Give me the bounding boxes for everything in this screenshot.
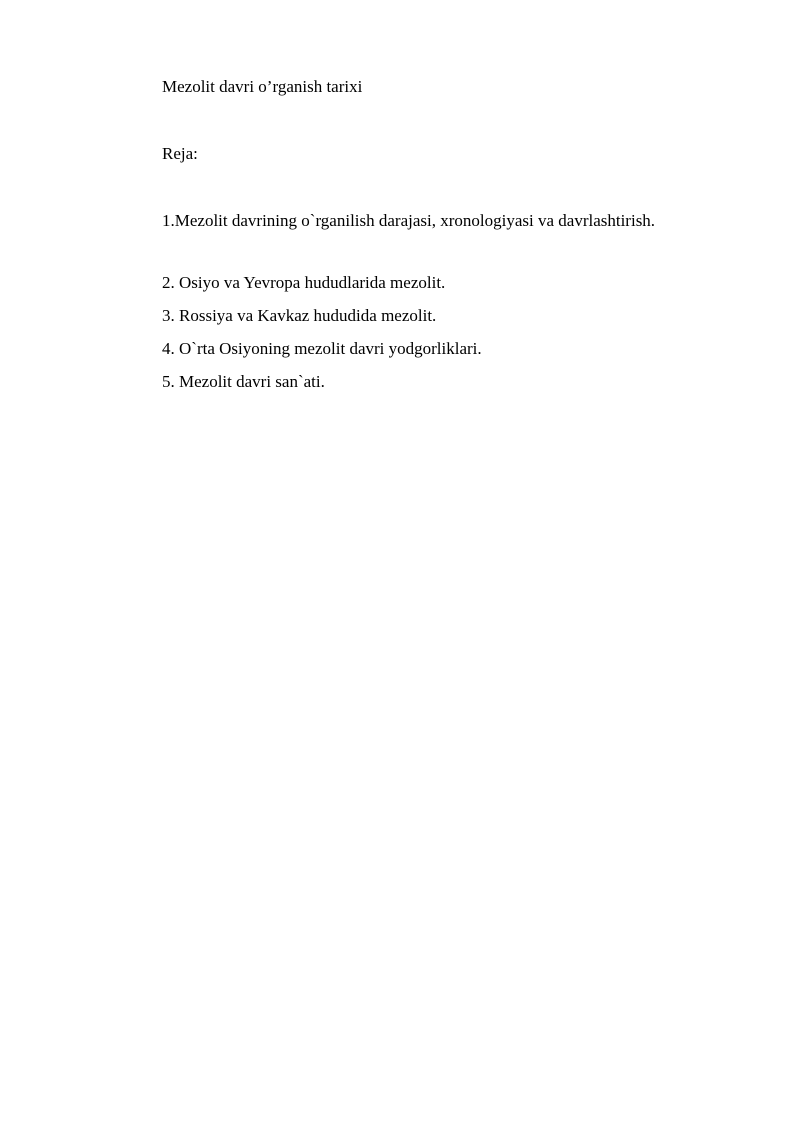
plan-heading: Reja:: [162, 144, 198, 163]
document-title: Mezolit davri o’rganish tarixi: [162, 77, 363, 96]
plan-item-5: 5. Mezolit davri san`ati.: [162, 372, 325, 391]
plan-item-4: 4. O`rta Osiyoning mezolit davri yodgorliklari.: [162, 339, 482, 358]
plan-item-2: 2. Osiyo va Yevropa hududlarida mezolit.: [162, 273, 446, 292]
plan-item-1: 1.Mezolit davrining o`rganilish darajasi, xronologiyasi va davrlashtirish.: [162, 211, 656, 230]
plan-item-3: 3. Rossiya va Kavkaz hududida mezolit.: [162, 306, 437, 325]
